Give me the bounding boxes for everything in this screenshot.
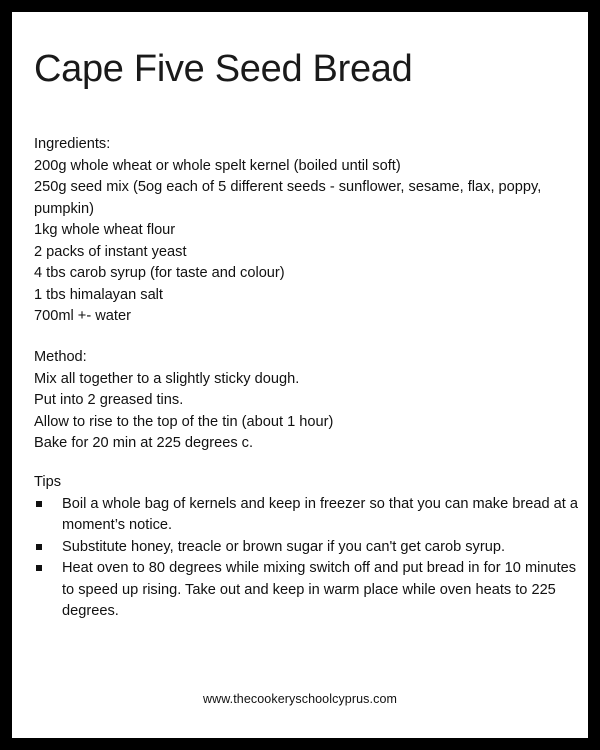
tips-section xyxy=(34,472,579,623)
tip-item xyxy=(34,537,579,559)
square-bullet-icon xyxy=(36,544,42,550)
ingredient-item: 200g whole wheat or whole spelt kernel (boiled until soft) xyxy=(34,157,401,174)
method-step: Allow to rise to the top of the tin (about 1 hour) xyxy=(34,413,334,430)
tips-list xyxy=(34,494,579,623)
method-step: Bake for 20 min at 225 degrees c. xyxy=(34,435,254,451)
ingredient-item: 2 packs of instant yeast xyxy=(34,243,187,260)
square-bullet-icon xyxy=(36,501,42,507)
ingredients-heading: Ingredients: xyxy=(34,136,111,152)
method-heading: Method: xyxy=(34,349,87,365)
method-step: Put into 2 greased tins. xyxy=(34,392,184,408)
recipe-title: Cape Five Seed Bread xyxy=(34,48,413,90)
tip-item xyxy=(34,494,579,537)
ingredient-item: 250g seed mix (5og each of 5 different seeds - sunflower, sesame, flax, poppy, pumpkin) xyxy=(34,179,542,217)
tips-heading: Tips xyxy=(34,474,62,490)
tip-text: Heat oven to 80 degrees while mixing switch off and put bread in for 10 minutes to speed up rising. Take out and keep in warm place while oven heats to 225 degrees. xyxy=(62,560,577,619)
square-bullet-icon xyxy=(36,565,42,571)
ingredient-item: 700ml +- water xyxy=(34,308,131,324)
ingredient-item: 1 tbs himalayan salt xyxy=(34,286,163,303)
method-section xyxy=(34,347,579,455)
method-step: Mix all together to a slightly sticky dough. xyxy=(34,370,300,387)
tip-item xyxy=(34,558,579,623)
ingredients-section xyxy=(34,134,579,328)
tip-text: Boil a whole bag of kernels and keep in freezer so that you can make bread at a moment’s notice. xyxy=(62,495,578,533)
ingredient-item: 4 tbs carob syrup (for taste and colour) xyxy=(34,265,285,281)
footer-website: www.thecookeryschoolcyprus.com xyxy=(202,692,398,706)
tip-text: Substitute honey, treacle or brown sugar if you can't get carob syrup. xyxy=(62,538,505,555)
recipe-page xyxy=(12,12,588,738)
ingredient-item: 1kg whole wheat flour xyxy=(34,222,176,238)
